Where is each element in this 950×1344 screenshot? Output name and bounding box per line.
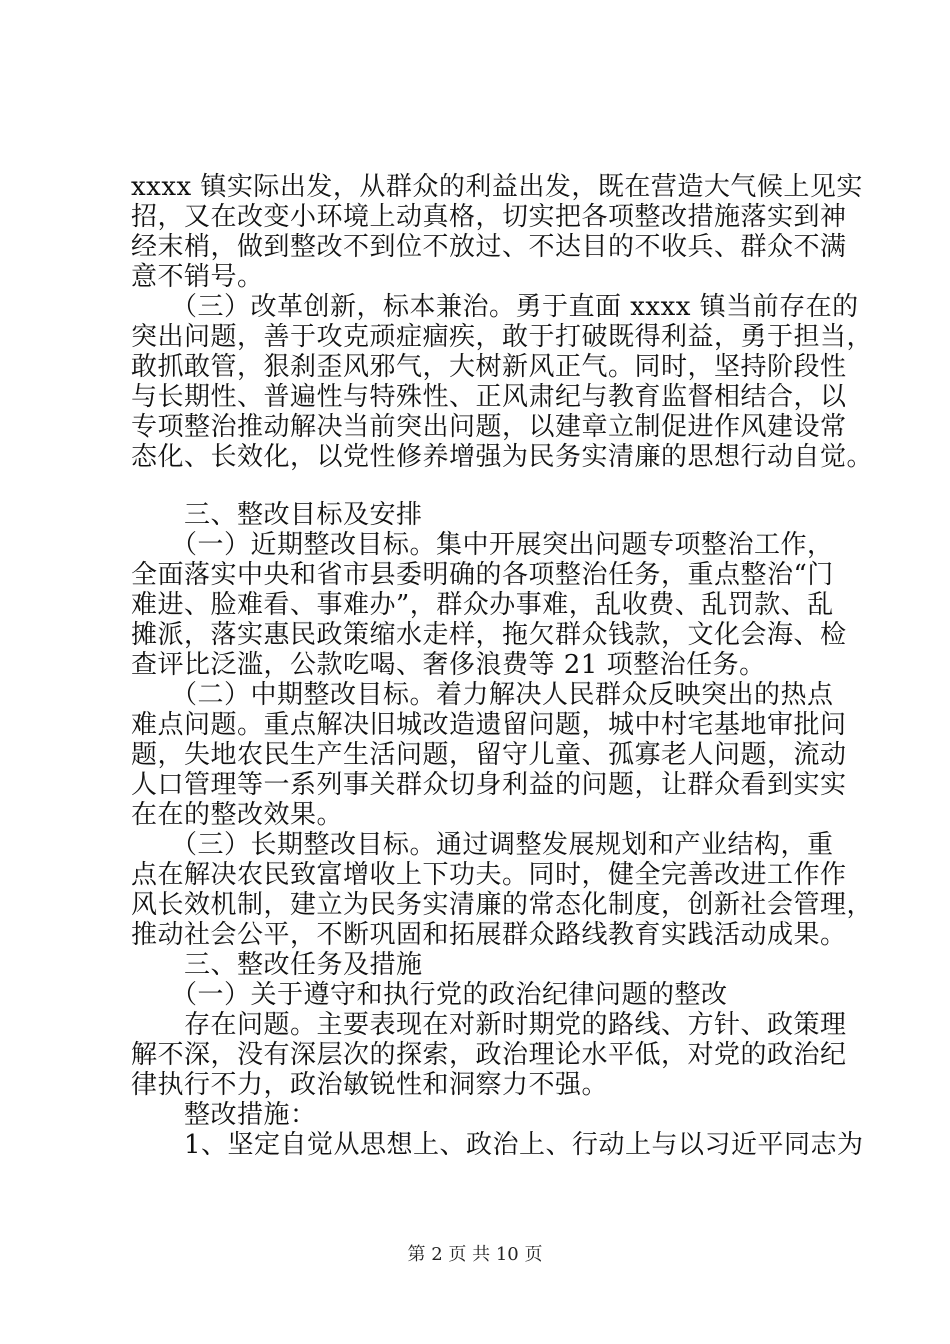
subsection-heading: （一）关于遵守和执行党的政治纪律问题的整改 (131, 980, 728, 1010)
text-line: 推动社会公平，不断巩固和拓展群众路线教育实践活动成果。 (131, 920, 847, 950)
document-body (131, 172, 874, 1160)
text-line: 1、坚定自觉从思想上、政治上、行动上与以习近平同志为 (131, 1130, 864, 1160)
text-line: 律执行不力，政治敏锐性和洞察力不强。 (131, 1070, 609, 1100)
text-line: 招，又在改变小环境上动真格，切实把各项整改措施落实到神 (131, 202, 847, 232)
text-line: 在在的整改效果。 (131, 800, 344, 830)
text-line: 点在解决农民致富增收上下功夫。同时，健全完善改进工作作 (131, 860, 847, 890)
text-line: 经末梢，做到整改不到位不放过、不达目的不收兵、群众不满 (131, 232, 847, 262)
section-heading: 三、整改目标及安排 (131, 500, 423, 530)
text-line: 突出问题，善于攻克顽症痼疾，敢于打破既得利益，勇于担当， (131, 322, 874, 352)
section-heading: 三、整改任务及措施 (131, 950, 423, 980)
text-line: 存在问题。主要表现在对新时期党的路线、方针、政策理 (131, 1010, 847, 1040)
text-line: 专项整治推动解决当前突出问题，以建章立制促进作风建设常 (131, 412, 847, 442)
text-line: （三）改革创新，标本兼治。勇于直面 xxxx 镇当前存在的 (131, 292, 859, 322)
text-line: 人口管理等一系列事关群众切身利益的问题，让群众看到实实 (131, 770, 847, 800)
text-line: （二）中期整改目标。着力解决人民群众反映突出的热点 (131, 680, 834, 710)
page-number-label: 第 2 页 共 10 页 (407, 1244, 543, 1265)
text-line: 敢抓敢管，狠刹歪风邪气，大树新风正气。同时，坚持阶段性 (131, 352, 847, 382)
text-line: 整改措施： (131, 1100, 317, 1130)
text-line: （一）近期整改目标。集中开展突出问题专项整治工作， (131, 530, 834, 560)
page-footer (0, 1243, 950, 1267)
text-line: 全面落实中央和省市县委明确的各项整治任务，重点整治“门 (131, 560, 834, 590)
text-line: xxxx 镇实际出发，从群众的利益出发，既在营造大气候上见实 (131, 172, 863, 202)
text-line: 解不深，没有深层次的探索，政治理论水平低，对党的政治纪 (131, 1040, 847, 1070)
text-line: 查评比泛滥，公款吃喝、奢侈浪费等 21 项整治任务。 (131, 650, 766, 680)
text-line: 意不销号。 (131, 262, 264, 292)
text-line: 难进、脸难看、事难办”，群众办事难，乱收费、乱罚款、乱 (131, 590, 834, 620)
text-line: 态化、长效化，以党性修养增强为民务实清廉的思想行动自觉。 (131, 442, 874, 472)
text-line: 题，失地农民生产生活问题，留守儿童、孤寡老人问题，流动 (131, 740, 847, 770)
text-line: 与长期性、普遍性与特殊性、正风肃纪与教育监督相结合，以 (131, 382, 847, 412)
text-line: 摊派，落实惠民政策缩水走样，拖欠群众钱款，文化会海、检 (131, 620, 847, 650)
text-line: 难点问题。重点解决旧城改造遗留问题，城中村宅基地审批问 (131, 710, 847, 740)
paragraph-gap (131, 472, 831, 500)
text-line: 风长效机制，建立为民务实清廉的常态化制度，创新社会管理， (131, 890, 874, 920)
text-line: （三）长期整改目标。通过调整发展规划和产业结构，重 (131, 830, 834, 860)
